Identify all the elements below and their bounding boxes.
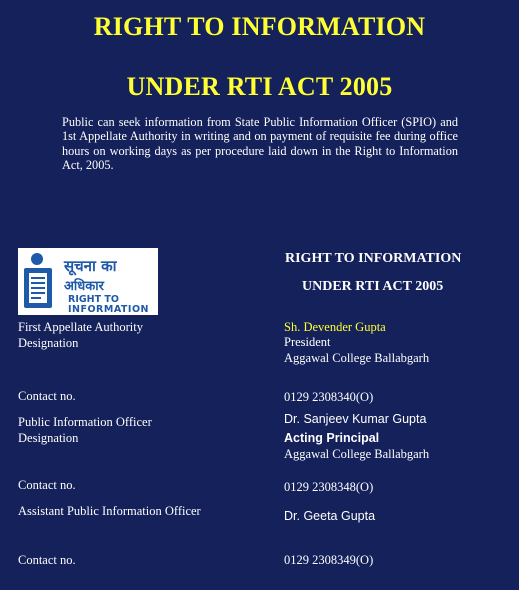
faa-name: Sh. Devender Gupta [284,320,386,334]
rti-logo-icon [18,248,64,315]
intro-paragraph: Public can seek information from State Public Information Officer (SPIO) and 1st Appellate Authority in writing and on payment of requisite fee during office hours on working days as per procedure laid down in the Right to Information Act, 2005. [62,115,458,172]
pio-contact-label: Contact no. [18,478,76,492]
pio-contact: 0129 2308348(O) [284,480,374,494]
logo-english-line1: RIGHT TO [68,294,119,305]
pio-designation: Acting Principal [284,431,380,445]
faa-contact: 0129 2308340(O) [284,390,374,404]
faa-organization: Aggawal College Ballabgarh [284,351,430,365]
logo-hindi-line2: अधिकार [64,279,104,294]
logo-english-line2: INFORMATION [68,304,149,315]
faa-designation-label: Designation [18,336,79,350]
faa-contact-label: Contact no. [18,389,76,403]
rti-logo [18,248,158,315]
pio-label: Public Information Officer [18,415,152,429]
faa-label: First Appellate Authority [18,320,143,334]
section-heading-line2: UNDER RTI ACT 2005 [302,279,444,294]
pio-name: Dr. Sanjeev Kumar Gupta [284,412,427,426]
page-subtitle: UNDER RTI ACT 2005 [126,72,393,101]
apio-label: Assistant Public Information Officer [18,504,201,518]
apio-contact: 0129 2308349(O) [284,553,374,567]
logo-hindi-line1: सूचना का [64,257,117,275]
apio-contact-label: Contact no. [18,553,76,567]
page-title: RIGHT TO INFORMATION [93,12,426,41]
section-heading-line1: RIGHT TO INFORMATION [285,251,462,266]
faa-designation: President [284,335,331,349]
apio-name: Dr. Geeta Gupta [284,509,376,523]
pio-designation-label: Designation [18,431,79,445]
pio-organization: Aggawal College Ballabgarh [284,447,430,461]
